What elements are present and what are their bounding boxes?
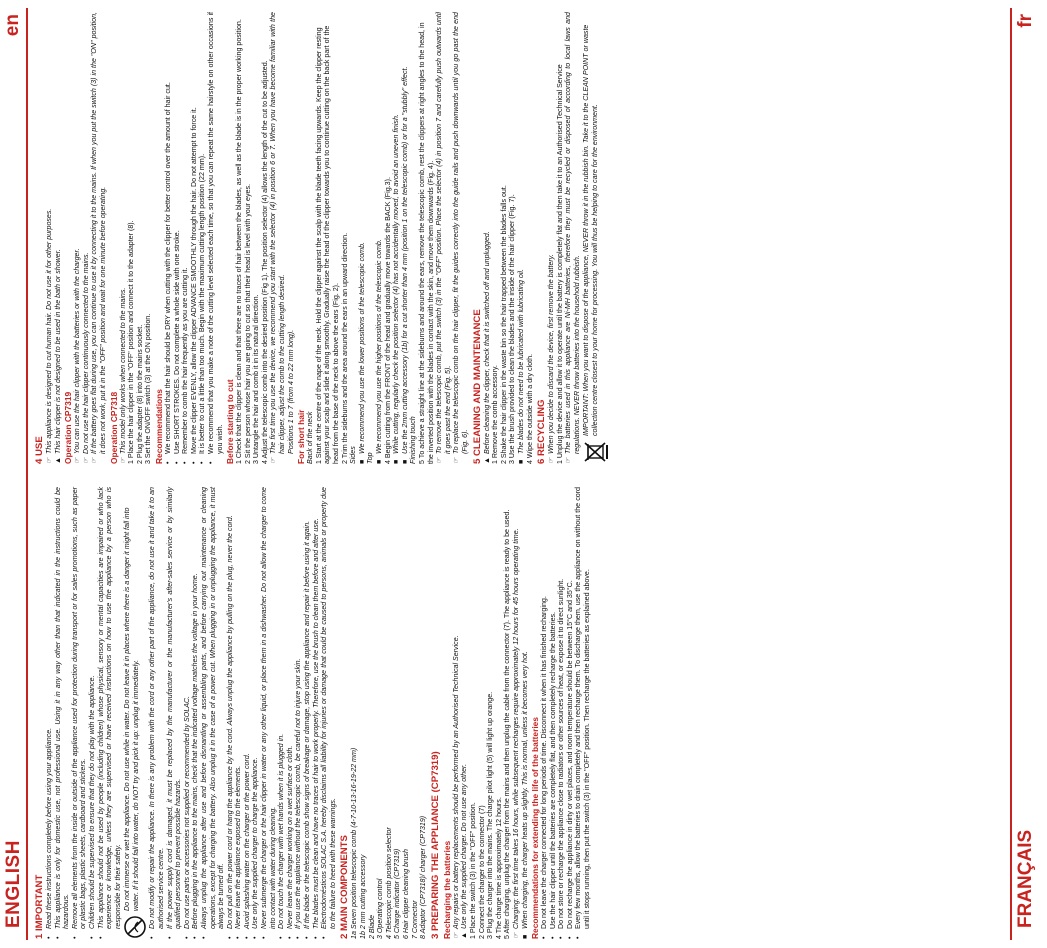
component-item: 4 Telescopic comb position selector <box>384 827 393 939</box>
bullet: • Never submerge the charger or the hair clipper in water or any other liquid, or place them in a dishwasher. Do not allow the charger to come into contact with water during cleaning. <box>260 487 277 939</box>
step: 2 Trim the sideburns and the area around the ears in an upward direction. <box>340 232 349 464</box>
warning-triangle-icon: ▲ <box>53 456 62 464</box>
component-item: 1a Seven position telescopic comb (4-7-10-13-16-19-22 mm) <box>350 747 359 939</box>
note: ☞ The batteries used in this appliance are Ni-MH batteries, therefore they must be recycled or disposed of according to local laws and regulations. NEVER throw batteries into the household rubbish. <box>564 12 581 464</box>
component-item: 3 Operating control <box>376 878 385 939</box>
note: ☞ This appliance is designed to cut human hair. Do not use it for other purposes. <box>45 208 53 464</box>
bullet: • Remove all elements from the inside or outside of the appliance used for protection during transport or for sales promotions, such as paper or plastic bags, plastic sheets, cardboard and stickers. <box>70 487 88 939</box>
component-item: 8 Adaptor (CP7318)/ charger (CP7319) <box>419 815 428 939</box>
step: 1 Start at the centre of the nape of the neck. Hold the clipper against the scalp with the blade teeth facing upwards. Keep the clipper resting against your scalp and slide it along smoothly. Gradually raise the head of the clipper towards you to continue cutting on the back part of the head from the base of the neck to above the ears (Fig. 2). <box>314 25 341 464</box>
component-item: 5 Charge indicator (CP7319) <box>393 848 402 939</box>
bullet: • We recommend that you make a note of the cutting level selected each time, so that you can repeat the same hairstyle on other occasions if you wish. <box>206 12 224 464</box>
note: ■ The blades do not need to be lubricated with lubricating oil. <box>516 269 525 464</box>
step: 4 Begin cutting from the FRONT of the head and gradually move towards the BACK (Fig.3). <box>383 177 392 464</box>
note: ☞ You can use the hair clipper with the batteries or with the charger. <box>73 248 82 464</box>
hand-pointer-icon: ☞ <box>511 932 520 939</box>
bullet: • Never leave the charger working on a wet surface or cloth. <box>285 745 294 939</box>
square-bullet-icon: ■ <box>516 459 525 464</box>
subsection-heading: Operation CP7319 <box>63 391 74 464</box>
step: 4 Adjust the telescopic comb into the desired position (Fig 1). The position selector (4) allows the length of the cut to be adjusted. <box>260 60 269 464</box>
bullet: • Electrodomésticos SOLAC S.A. hereby disclaims all liability for injuries or damage that could be caused to persons, animals or property due to the failure to heed with these warnings. <box>320 487 337 939</box>
bullet: • If you use the appliance without the telescopic comb, be careful not to injure your skin. <box>294 658 303 939</box>
note: ☞ Any repairs or battery replacements should be performed by an Authorised Technical Service. <box>451 635 460 939</box>
step: 1 Remove the comb accessory. <box>491 365 500 464</box>
subsection-heading: Before starting to cut <box>225 379 236 464</box>
bullet: • This appliance should not be used by people (including children) whose physical, sensory or mental capacities are impaired or who lack experience or knowledge, unless they are supervised or have received instructions on how to use the appliance by a person who is responsible for their safety. <box>96 487 122 939</box>
bullet: • Avoid splashing water on the charger or the power cord. <box>242 753 251 939</box>
language-code: en <box>2 14 23 37</box>
step: 1 Place the switch (3) in the "OFF" position. <box>468 802 477 939</box>
no-water-icon <box>123 915 147 939</box>
bullet: • If the blade or the telescopic comb show signs of breakage or damage, stop using the appliance and repair it before using it again. <box>303 520 312 939</box>
square-bullet-icon: ■ <box>400 459 409 464</box>
warning-text: Do not immerse or wet the appliance. Do not use while in water. Do not leave it in places where there is a danger it might fall into water. If it should fall into water, do NOT try and pick it up: unplug it immediately. <box>123 507 140 911</box>
square-bullet-icon: ■ <box>392 459 401 464</box>
note: ■ While cutting, regularly check the position selector (4) has not accidentally moved, to avoid an uneven finish. <box>392 114 401 464</box>
bullet: • Do not pull on the power cord or hang the appliance by the cord. Always unplug the appliance by pulling on the plug, never the cord. <box>225 515 234 939</box>
hand-pointer-icon: ☞ <box>547 457 556 464</box>
section-use-heading: 4 USE <box>34 436 45 464</box>
caution: ▲ Use only the supplied charger. Do not use any other. <box>460 763 469 939</box>
language-title: ENGLISH <box>3 840 24 928</box>
step: 3 Use the brush provided to clean the blades and the inside of the hair clipper (Fig. 7). <box>508 194 517 464</box>
subsection-heading: For short hair <box>296 409 307 464</box>
section-recycling-heading: 6 RECYCLING <box>536 399 548 464</box>
hand-pointer-icon: ☞ <box>451 932 460 939</box>
hand-pointer-icon: ☞ <box>452 457 461 464</box>
step: 1 Unplug the device and allow it to operate until the battery is completely flat and then take it to an Authorised Technical Service <box>555 64 564 464</box>
step: 3 Untangle the hair and comb it in its natural direction. <box>252 294 261 464</box>
hand-pointer-icon: ☞ <box>73 457 82 464</box>
bullet: • Always unplug the appliance after use and before dismantling or assembling parts, and before carrying out maintenance or cleaning operations, except for charging the battery. Also unplug it in the case of a power cut. When plugging in or unplugging the appliance, it must always be turned off. <box>199 487 226 939</box>
step: 2 Sit the person whose hair you are going to cut so that their head is level with your eyes. <box>243 184 252 464</box>
right-column <box>32 12 609 464</box>
bullet: • Do not leave the charger connected for long periods of time. Disconnect it when it has finished recharging. <box>540 596 549 939</box>
bullet: • Read these instructions completely before using your appliance. <box>45 727 53 939</box>
step: 2 Plug the adapter (8) into the mains socket. <box>135 324 144 464</box>
water-warning <box>123 487 147 939</box>
step: 3 Plug the charger into the mains. The charge pilot light (5) will light up orange. <box>486 691 495 939</box>
caution: ▲ This hair clipper is not designed to be used in the bath or shower. <box>53 249 62 464</box>
subsection-heading: Recommendations <box>153 389 164 464</box>
next-language-title: FRANÇAIS <box>1015 829 1036 928</box>
bullet: • Do not modify or repair the appliance. In there is any problem with the cord or any other part of the appliance, do not use it and take it to an authorised service centre. <box>148 487 165 939</box>
bullet: • Every few months, allow the batteries to drain completely and then recharge them. To discharge them, use the appliance on without the cord until it stops running, then put the switch (3) in the "OFF" position. Then recharge the batteries as explained above. <box>574 487 592 939</box>
minor-heading: Back of the neck <box>306 411 315 464</box>
bullet: • Children should be supervised to ensure that they do not play with the appliance. <box>87 675 96 939</box>
bullet: • It is better to cut a little than too much. Begin with the maximum cutting length position (22 mm). <box>198 153 207 464</box>
component-item: 2 Blade <box>367 914 376 939</box>
note: ☞ This model only works when connected to the mains. <box>118 287 127 464</box>
step: 3 Set the ON/OFF switch (3) at the ON position. <box>144 313 153 464</box>
page-footer <box>1010 0 1047 948</box>
bullet: • Do not touch the charger with wet hands when it is plugged in. <box>277 733 286 939</box>
hand-pointer-icon: ☞ <box>564 457 573 464</box>
step: 5 After charging, unplug the charger from the mains and then unplug the cable from the connector (7). The appliance is ready to be used. <box>503 509 512 939</box>
bullet: • Use SHORT STROKES. Do not complete a whole side with one stroke. <box>172 230 181 464</box>
crossed-bin-icon <box>582 440 608 464</box>
weee-notice <box>582 12 608 464</box>
warning-triangle-icon: ▲ <box>460 931 469 939</box>
section-components-heading: 2 MAIN COMPONENTS <box>339 835 351 939</box>
section-cleaning-heading: 5 CLEANING AND MAINTENANCE <box>471 309 483 464</box>
note: ☞ When you decide to discard the device, first remove the battery. <box>547 254 556 464</box>
bullet: • Before plugging in the appliance to the mains, check that the indicated voltage matches the voltage in your home. <box>191 573 200 939</box>
component-item: 1b 2 mm cutting accessory <box>359 854 367 939</box>
subsection-heading: Recommendations for extending the life of the batteries <box>530 717 541 939</box>
step: 1 Place the hair clipper in the "OFF" position and connect it to the adapter (8). <box>127 220 136 464</box>
square-bullet-icon: ■ <box>520 934 529 939</box>
weee-text: IMPORTANT: When you want to dispose of the appliance, NEVER throw it in the rubbish bin. Take it to the CLEAN POINT or waste collection centre closest to your home for processing. You will thus be helping to care for the environment. <box>582 24 600 436</box>
bullet: • Do not use parts or accessories not supplied or recommended by SOLAC. <box>182 695 191 939</box>
hand-pointer-icon: ☞ <box>45 457 53 464</box>
note: ☞ To remove the telescopic comb, put the switch (3) in the "OFF" position. Place the selector (4) in position 7 and carefully push outwards until it goes past the end (Fig. 5). <box>435 12 452 464</box>
minor-heading: Finishing touch <box>409 416 418 464</box>
bullet: • Use the hair clipper until the batteries are completely flat, and then completely recharge the batteries. <box>548 611 557 939</box>
minor-heading: Sides <box>349 446 358 464</box>
bullet: • Move the clipper EVENLY, allow the clipper ADVANCE SMOOTHLY through the hair. Do not attempt to force it. <box>189 107 198 464</box>
note: ■ We recommend you use the lower positions of the telescopic comb. <box>357 242 366 464</box>
bullet: • Do not recharge the appliance in dirty or wet places, and room temperature should be between 15°C and 35°C. <box>565 580 574 939</box>
note: ☞ Charging: the first time takes 16 hours, while subsequent recharges require approximately 12 hours for 45 hours operating time. <box>511 528 520 939</box>
note-text: Positions 1 to 7 (from 4 to 22 mm long). <box>286 329 295 454</box>
section-preparing-heading: 3 PREPARING THE APPLIANCE (CP7319) <box>429 751 441 939</box>
bullet: • The blades must be clean and have no traces of hair to work properly. Therefore, use the brush to clean them before and after use. <box>311 518 320 939</box>
hand-pointer-icon: ☞ <box>81 457 90 464</box>
bullet: • Remember to comb the hair frequently as you are cutting it. <box>181 267 190 464</box>
note: ■ When charging, the charger heats up slightly. This is normal, unless it becomes very hot. <box>520 651 529 939</box>
square-bullet-icon: ■ <box>357 459 366 464</box>
subsection-heading: Operation CP7318 <box>108 391 119 464</box>
bullet: • If the power supply cord is damaged, it must be replaced by the manufacturer or the manufacturer's after-sales service or by similarly qualified personnel to prevent possible hazards. <box>165 487 183 939</box>
minor-heading: Top <box>366 452 375 464</box>
footer-rule <box>1010 8 1012 940</box>
step: 1 Check that the clipper is clean and that there are no traces of hair between the blades, as well as the blade is in the proper working position. <box>235 19 244 464</box>
bullet: • This appliance is only for domestic use, not professional use. Using it in any way other than that indicated in the instructions could be hazardous. <box>53 487 71 939</box>
hand-pointer-icon: ☞ <box>435 457 444 464</box>
note: ☞ To replace the telescopic comb on the hair clipper, fit the guides correctly into the guide rails and push downwards until you go past the end (Fig. 6). <box>452 12 469 464</box>
bullet: • Never leave the appliance exposed to the elements. <box>234 765 243 939</box>
hand-pointer-icon: ☞ <box>90 457 99 464</box>
caution: ▲ Before cleaning the clipper, check that it is switched off and unplugged. <box>482 231 491 464</box>
step: 5 To achieve a straight line at the sideburns and around the ears, remove the telescopic comb, rest the clippers at right angles to the head, in the inverted position with the blades in contact with the skin, and move them downwards (Fig. 4). <box>417 22 435 464</box>
step: 4 Wipe the outside with a dry cloth. <box>525 353 534 464</box>
note: ☞ Do not use the hair clipper continuously connected to the mains. <box>81 252 90 464</box>
header-rule <box>26 8 28 940</box>
page-header <box>0 0 26 948</box>
left-column <box>32 487 592 939</box>
bullet: • We recommend that the hair should be DRY when cutting with the clipper for better control over the amount of hair cut. <box>163 82 172 464</box>
bullet: • Use only the supplied charger to charge the appliance. <box>251 757 260 939</box>
note: ☞ The first time you use the device, we recommend you start with the selector (4) in position 6 or 7. When you have become familiar with the hair clipper, adjust the comb to the cutting length desired. <box>269 12 287 464</box>
square-bullet-icon: ■ <box>375 459 383 464</box>
component-item: 6 Hair clipper cleaning brush <box>401 849 410 939</box>
component-item: 7 Connector <box>410 900 419 939</box>
note: ■ We recommend you use the higher positions of the telescopic comb. <box>375 239 383 464</box>
hand-pointer-icon: ☞ <box>269 457 278 464</box>
warning-triangle-icon: ▲ <box>482 456 491 464</box>
note: ☞ If the battery goes flat during use, you can continue to use it by connecting it to the mains. If when you put the switch (3) in the "ON" position, it does not work, put it in the "OFF" position and wait for one minute before operating. <box>90 12 107 464</box>
step: 2 Connect the charger to the connector (7) <box>477 805 486 939</box>
section-important-heading: 1 IMPORTANT <box>34 874 45 939</box>
note: ■ Use the 2mm cutting accessory (1b) for a cut shorter than 4 mm (position 1 on the telescopic comb) or for a "stubbly" effect. <box>400 66 409 464</box>
step: 4 The charge time is approximately 12 hours. <box>494 797 503 939</box>
subsection-heading: Recharging the batteries <box>441 840 452 939</box>
hand-pointer-icon: ☞ <box>118 457 127 464</box>
next-language-code: fr <box>1015 14 1036 28</box>
step: 2 Shake the hair clipper in the waste bin so the hair trapped between the blades falls out. <box>499 185 508 464</box>
bullet: • Do not store or recharge the appliance close to radiators or other sources of heat, or expose it to direct sunlight. <box>557 578 566 939</box>
